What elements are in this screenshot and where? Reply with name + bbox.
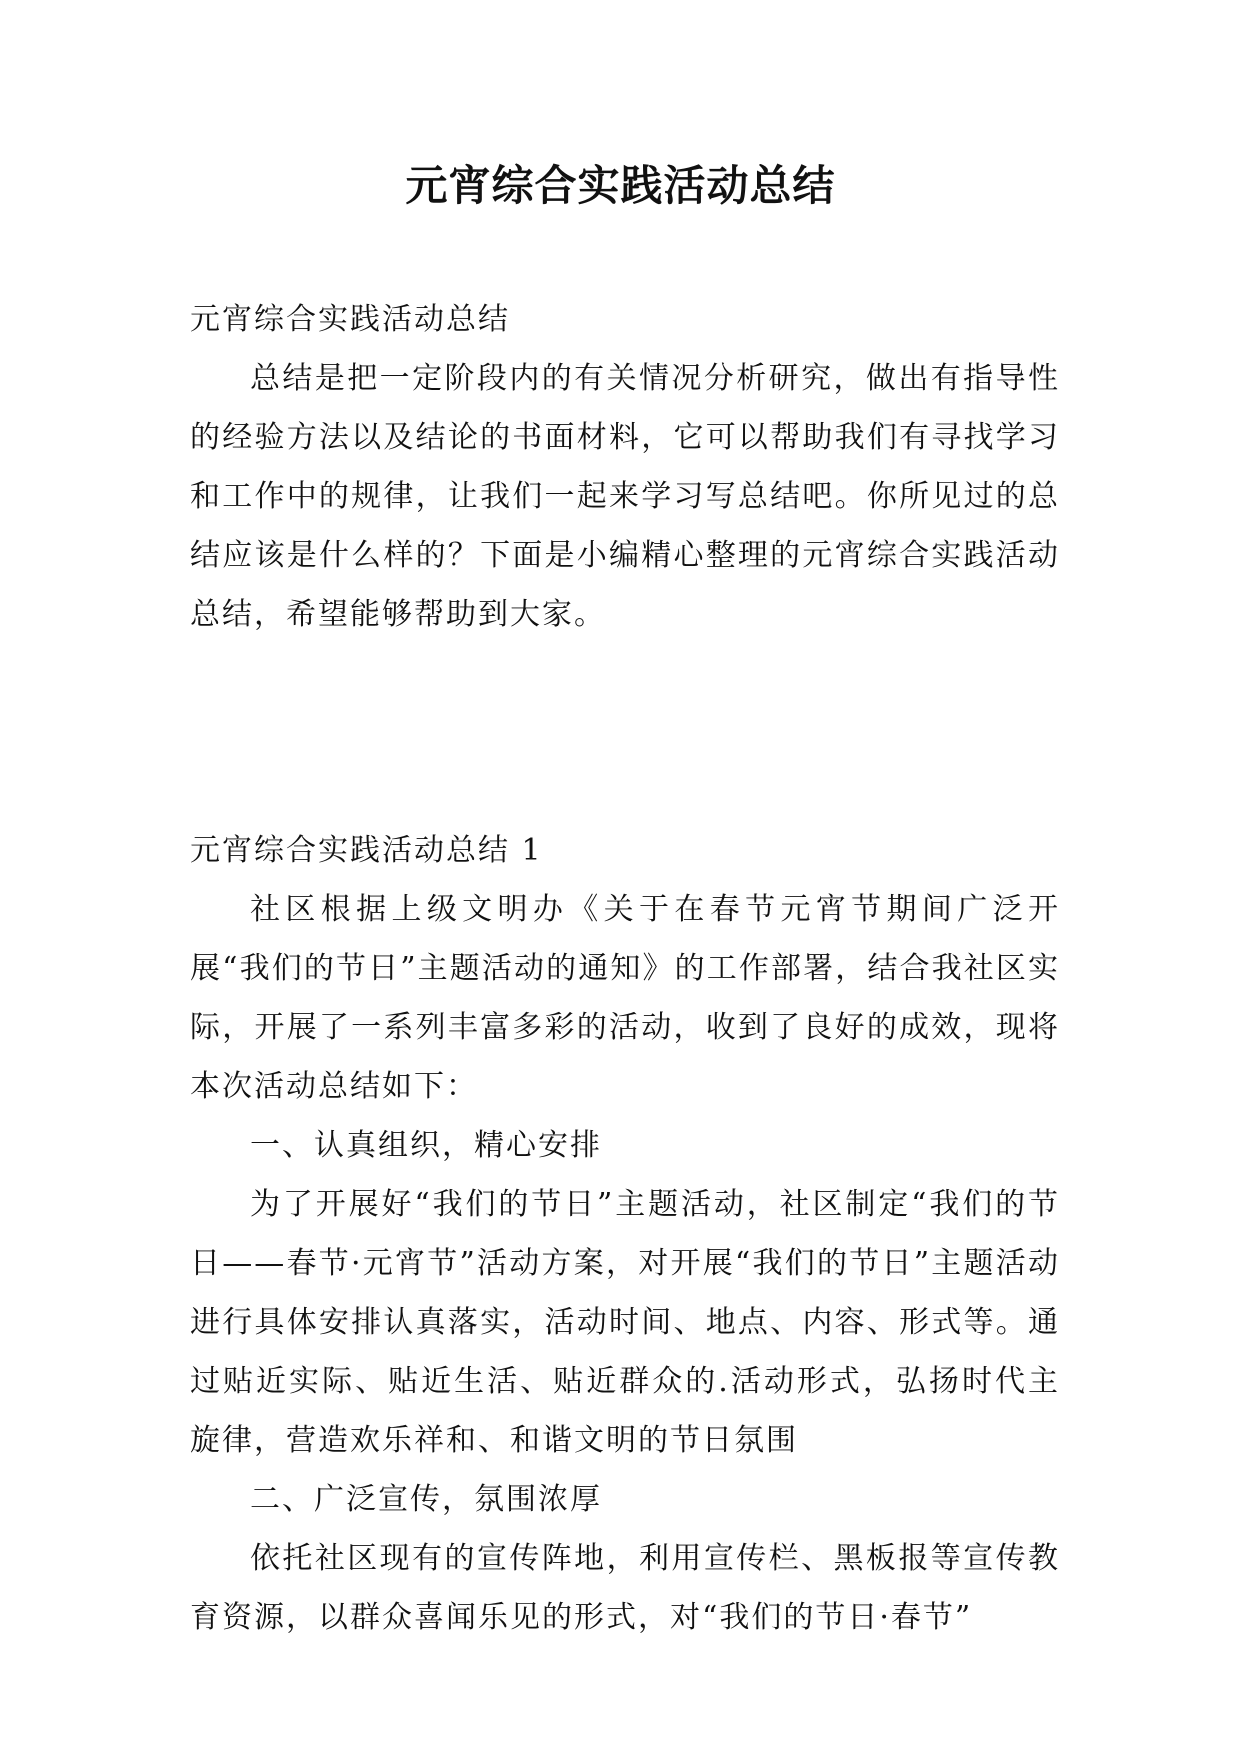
subheading-organize-paragraph: 为了开展好“我们的节日”主题活动，社区制定“我们的节日——春节·元宵节”活动方案，对开展“我们的节日”主题活动进行具体安排认真落实，活动时间、地点、内容、形式等。通过贴近实际、贴近生活、贴近群众的.活动形式，弘扬时代主旋律，营造欢乐祥和、和谐文明的节日氛围 (190, 1187, 1060, 1458)
subheading-organize: 一、认真组织，精心安排 (250, 1128, 602, 1163)
section-heading: 元宵综合实践活动总结 1 (190, 833, 543, 868)
intro-heading: 元宵综合实践活动总结 (190, 302, 510, 337)
subheading-publicity-paragraph: 依托社区现有的宣传阵地，利用宣传栏、黑板报等宣传教育资源，以群众喜闻乐见的形式，对“我们的节日·春节” (190, 1541, 1060, 1635)
section-paragraph: 社区根据上级文明办《关于在春节元宵节期间广泛开展“我们的节日”主题活动的通知》的工作部署，结合我社区实际，开展了一系列丰富多彩的活动，收到了良好的成效，现将本次活动总结如下： (190, 892, 1060, 1104)
intro-paragraph: 总结是把一定阶段内的有关情况分析研究，做出有指导性的经验方法以及结论的书面材料，它可以帮助我们有寻找学习和工作中的规律，让我们一起来学习写总结吧。你所见过的总结应该是什么样的？下面是小编精心整理的元宵综合实践活动总结，希望能够帮助到大家。 (190, 361, 1060, 632)
document-body (190, 290, 1060, 1647)
document-title: 元宵综合实践活动总结 (405, 161, 836, 210)
subheading-publicity: 二、广泛宣传，氛围浓厚 (250, 1482, 602, 1517)
section-spacer (190, 644, 1060, 821)
